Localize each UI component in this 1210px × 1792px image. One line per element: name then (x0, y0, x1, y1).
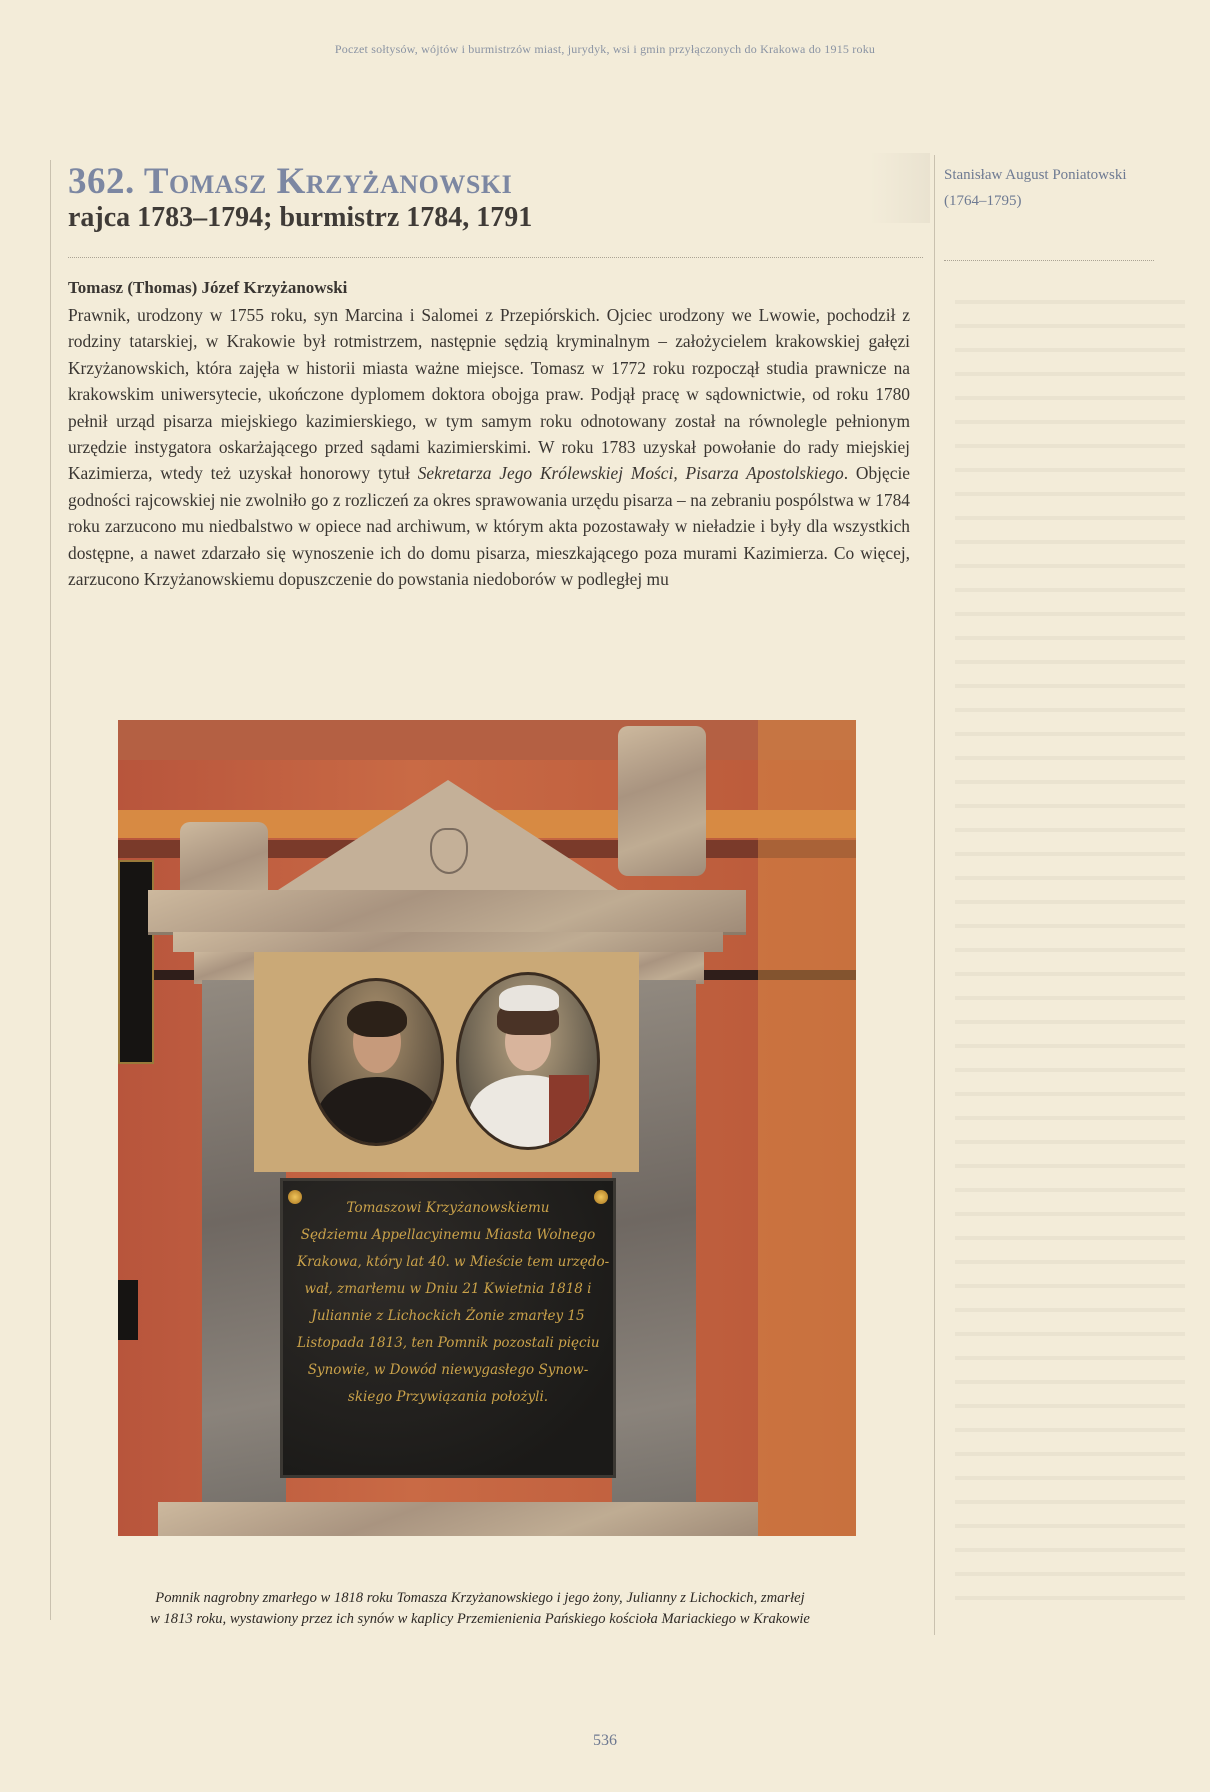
entry-offices: rajca 1783–1794; burmistrz 1784, 1791 (68, 202, 533, 233)
inscription-line: wał, zmarłemu w Dniu 21 Kwietnia 1818 i (304, 1281, 592, 1297)
show-through-title (870, 153, 930, 223)
tomb-monument-photo (118, 720, 856, 1536)
inscription-line: Juliannie z Lichockich Żonie zmarłey 15 (311, 1308, 585, 1324)
caption-line: Pomnik nagrobny zmarłego w 1818 roku Tomasza Krzyżanowskiego i jego żony, Julianny z Lichockich, zmarłej (155, 1590, 805, 1606)
inscription-line: Krakowa, który lat 40. w Mieście tem urzędo- (297, 1254, 610, 1270)
inscription-line: Synowie, w Dowód niewygasłego Synow- (307, 1362, 589, 1378)
portrait-woman (456, 972, 600, 1150)
biography-part-1: Prawnik, urodzony w 1755 roku, syn Marcina i Salomei z Przepiórskich. Ojciec urodzony we Lwowie, pochodził z rodziny tatarskiej, w Krakowie był rotmistrzem, następnie sędzią kryminalnym – założycielem krakowskiej gałęzi Krzyżanowskich, która zajęła w historii miasta ważne miejsce. Tomasz w 1772 roku rozpoczął studia prawnicze na krakowskim uniwersytecie, ukończone dyplomem doktora obojga praw. Podjął pracę w sądownictwie, od roku 1780 pełnił urząd pisarza miejskiego kazimierskiego, w tym samym roku odnotowany został na równolegle pełnionym urzędzie instygatora oskarżającego przed sądami kazimierskimi. W roku 1783 uzyskał powołanie do rady miejskiej Kazimierza, wtedy też uzyskał honorowy tytuł (68, 305, 910, 484)
show-through-texture (955, 300, 1185, 1600)
inscription-plaque (280, 1178, 616, 1478)
monument-plinth (158, 1502, 758, 1536)
cornice-lower (173, 932, 723, 952)
person-full-name: Tomasz (Thomas) Józef Krzyżanowski (68, 278, 348, 297)
crest-ornament (430, 828, 468, 874)
inscription-line: Listopada 1813, ten Pomnik pozostali pięciu (297, 1335, 600, 1351)
biography-part-2: . Objęcie godności rajcowskiej nie zwolniło go z rozliczeń za okres sprawowania urzędu pisarza – na zebraniu pospólstwa w 1784 roku zarzucono mu niedbalstwo w opiece nad archiwum, w którym akta pozostawały w nieładzie i były dla wszystkich dostępne, a nawet zdarzało się wynoszenie ich do domu pisarza, mieszkającego poza murami Kazimierza. Co więcej, zarzucono Krzyżanowskiemu dopuszczenie do powstania niedoborów w podległej mu (68, 463, 910, 590)
title-divider (68, 257, 923, 258)
left-margin-rule (50, 160, 51, 1620)
biography-text (68, 302, 910, 592)
sidebar-monarch (944, 162, 1174, 214)
page-number: 536 (593, 1732, 617, 1749)
inscription-line: Sędziemu Appellacyinemu Miasta Wolnego (300, 1227, 596, 1243)
wall-stripe (758, 720, 856, 1536)
rosette-ornament (594, 1190, 608, 1204)
inscription-line: Tomaszowi Krzyżanowskiemu (346, 1200, 550, 1216)
running-head: Poczet sołtysów, wójtów i burmistrzów miast, jurydyk, wsi i gmin przyłączonych do Krakowa do 1915 roku (334, 42, 876, 56)
caption-line: w 1813 roku, wystawiony przez ich synów w kaplicy Przemienienia Pańskiego kościoła Mariackiego w Krakowie (150, 1611, 810, 1627)
honorary-title: Sekretarza Jego Królewskiej Mości, Pisarza Apostolskiego (417, 463, 844, 484)
inscription-line: skiego Przywiązania położyli. (347, 1389, 549, 1405)
monarch-name: Stanisław August Poniatowski (944, 167, 1127, 183)
side-plaque (118, 1280, 138, 1340)
sidebar-rule (934, 155, 935, 1635)
rosette-ornament (288, 1190, 302, 1204)
right-volute (618, 726, 706, 876)
cornice (148, 890, 746, 935)
photo-caption (80, 1588, 880, 1630)
monarch-years: (1764–1795) (944, 193, 1022, 209)
sidebar-divider (944, 260, 1154, 261)
entry-title: 362. Tomasz Krzyżanowski (68, 161, 513, 202)
portrait-man (308, 978, 444, 1146)
